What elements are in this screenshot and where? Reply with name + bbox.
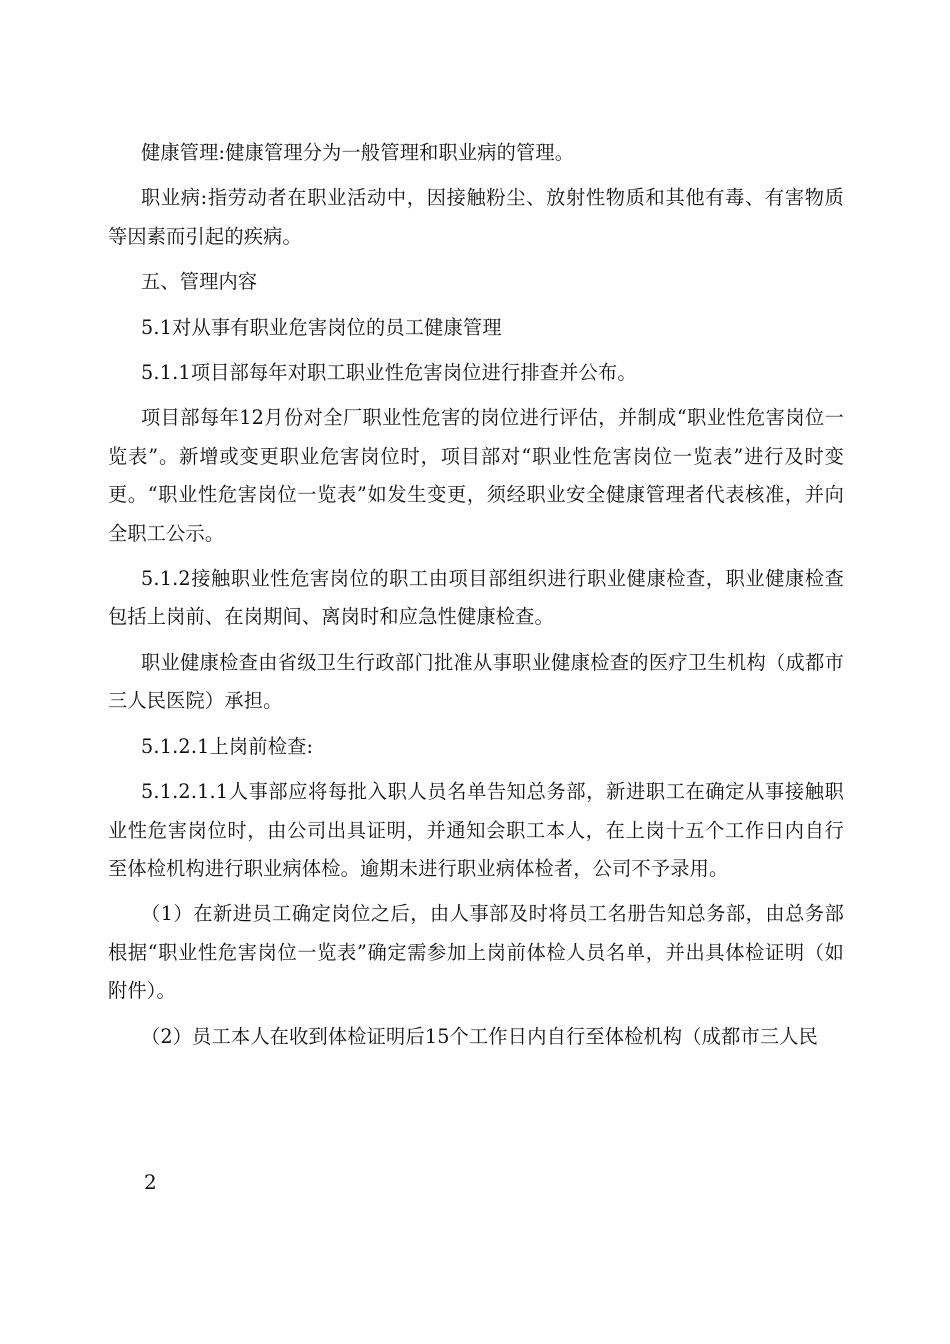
list-item-1: （1）在新进员工确定岗位之后，由人事部及时将员工名册告知总务部，由总务部根据“职业性危害岗位一览表”确定需参加上岗前体检人员名单，并出具体检证明（如附件）。 <box>108 902 844 1003</box>
subsection-heading-5-1: 5.1对从事有职业危害岗位的员工健康管理 <box>141 315 502 339</box>
paragraph-annual-assessment: 项目部每年12月份对全厂职业性危害的岗位进行评估，并制成“职业性危害岗位一览表”。新增或变更职业危害岗位时，项目部对“职业性危害岗位一览表”进行及时变更。“职业性危害岗位一览表”如发生变更，须经职业安全健康管理者代表核准，并向全职工公示。 <box>108 406 844 545</box>
document-body <box>108 134 844 1063</box>
paragraph-health-exam-institution: 职业健康检查由省级卫生行政部门批准从事职业健康检查的医疗卫生机构（成都市三人民医院）承担。 <box>108 650 844 713</box>
section-heading-management-content: 五、管理内容 <box>141 270 258 294</box>
paragraph-5-1-2-1-1: 5.1.2.1.1人事部应将每批入职人员名单告知总务部，新进职工在确定从事接触职业性危害岗位时，由公司出具证明，并通知会职工本人，在上岗十五个工作日内自行至体检机构进行职业病体检。逾期未进行职业病体检者，公司不予录用。 <box>108 780 844 880</box>
paragraph-health-management: 健康管理:健康管理分为一般管理和职业病的管理。 <box>141 141 575 164</box>
page-number: 2 <box>144 1170 157 1194</box>
paragraph-occupational-disease: 职业病:指劳动者在职业活动中，因接触粉尘、放射性物质和其他有毒、有害物质等因素而引起的疾病。 <box>108 186 844 248</box>
paragraph-5-1-1: 5.1.1项目部每年对职工职业性危害岗位进行排查并公布。 <box>141 361 637 385</box>
list-item-2: （2）员工本人在收到体检证明后15个工作日内自行至体检机构（成都市三人民 <box>141 1024 819 1048</box>
paragraph-5-1-2: 5.1.2接触职业性危害岗位的职工由项目部组织进行职业健康检查，职业健康检查包括上岗前、在岗期间、离岗时和应急性健康检查。 <box>108 567 844 629</box>
subsection-heading-5-1-2-1: 5.1.2.1上岗前检查: <box>141 734 314 758</box>
